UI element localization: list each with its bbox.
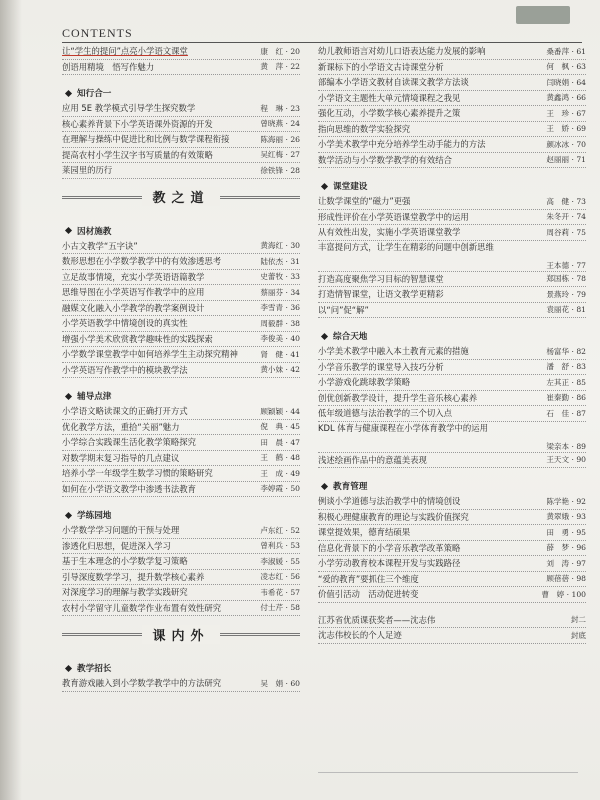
toc-entry-title: 农村小学留守儿童数学作业布置有效性研究 — [62, 602, 222, 613]
toc-entry-title: 积极心理健康教育的理论与实践价值探究 — [318, 511, 469, 522]
section-heading-label: 综合天地 — [333, 332, 368, 342]
toc-entry[interactable] — [62, 451, 300, 467]
toc-entry-title: “爱的教育”要抓住三个维度 — [318, 573, 419, 584]
magazine-tab-mark — [516, 6, 570, 24]
toc-entry-author-page: 倪 典 · 45 — [260, 422, 300, 432]
toc-entry-author-page: 桑番萍 · 61 — [546, 46, 586, 56]
toc-entry-title: 部编本小学语文教材自读课文教学方法谈 — [318, 77, 469, 88]
toc-entry-title: 浅述绘画作品中的意蕴美表现 — [318, 454, 427, 465]
toc-entry[interactable] — [318, 106, 586, 122]
toc-entry-title: 立足故事情境，充实小学英语语篇教学 — [62, 271, 205, 282]
toc-entry[interactable] — [318, 628, 586, 644]
left-column — [62, 44, 300, 692]
toc-entry[interactable] — [62, 316, 300, 332]
toc-entry-author-page: 封底 — [570, 630, 586, 640]
diamond-bullet-icon — [65, 89, 72, 96]
toc-entry-author-page: 曹 婷 · 100 — [541, 589, 586, 599]
toc-entry-title: 小古文教学“五字诀” — [62, 240, 138, 251]
section-gap — [62, 650, 300, 660]
toc-entry-author-page: 潘 舒 · 83 — [546, 362, 586, 372]
section-heading — [318, 178, 586, 194]
toc-entry-author-page: 顾蓓蓓 · 98 — [546, 574, 586, 584]
toc-entry[interactable] — [62, 301, 300, 317]
toc-entry-title: 基于生本理念的小学数学复习策略 — [62, 556, 188, 567]
toc-entry-title: 沈志伟校长的个人足迹 — [318, 630, 402, 641]
toc-entry[interactable] — [318, 572, 586, 588]
toc-entry-author-page: 曾晓燕 · 24 — [260, 119, 300, 129]
toc-entry-author-page: 田 勇 · 95 — [546, 527, 586, 537]
toc-entry[interactable] — [318, 360, 586, 376]
toc-entry-title: 信息化背景下的小学音乐教学改革策略 — [318, 542, 461, 553]
toc-entry[interactable] — [62, 601, 300, 617]
toc-entry[interactable] — [62, 44, 300, 60]
toc-entry-title: 小学音乐教学的课堂导入技巧分析 — [318, 361, 444, 372]
toc-entry[interactable] — [318, 210, 586, 226]
toc-entry-title: 低年级道德与法治教学的三个切入点 — [318, 408, 452, 419]
toc-entry-author-page: 蔡丽芬 · 34 — [260, 287, 300, 297]
section-heading — [62, 388, 300, 404]
toc-entry-author-page: 曾利兵 · 53 — [260, 541, 300, 551]
toc-entry-author-page: 黄翠娥 · 93 — [546, 512, 586, 522]
toc-entry-title: 以“问”促“解” — [318, 304, 369, 315]
toc-entry[interactable] — [62, 523, 300, 539]
toc-entry-author-page: 徐铁锋 · 28 — [260, 165, 300, 175]
toc-entry[interactable] — [318, 287, 586, 303]
toc-entry-author-page: 左其正 · 85 — [546, 377, 586, 387]
toc-entry[interactable] — [62, 676, 300, 692]
toc-entry-title: 新课标下的小学语文古诗课堂分析 — [318, 61, 444, 72]
toc-entry[interactable] — [62, 60, 300, 76]
column-banner-label: 教之道 — [142, 187, 219, 206]
toc-entry-author-page: 何 枫 · 63 — [546, 62, 586, 72]
toc-entry[interactable] — [318, 391, 586, 407]
toc-entry[interactable] — [318, 44, 586, 60]
toc-entry[interactable] — [318, 153, 586, 169]
section-gap — [62, 213, 300, 223]
toc-entry-title: 引导深度数学学习，提升数学核心素养 — [62, 571, 205, 582]
toc-entry-title: 教育游戏融入到小学数学教学中的方法研究 — [62, 678, 222, 689]
header-rule — [62, 42, 582, 43]
page-footer-strip — [318, 772, 578, 786]
toc-entry[interactable] — [62, 239, 300, 255]
toc-entry[interactable] — [62, 285, 300, 301]
toc-entry-title: 培养小学一年级学生数学习惯的策略研究 — [62, 468, 213, 479]
toc-entry-author-page: 卢东红 · 52 — [260, 525, 300, 535]
toc-entry[interactable] — [318, 613, 586, 629]
section-heading-label: 辅导点津 — [77, 392, 112, 402]
section-heading-label: 教学招长 — [77, 664, 112, 674]
section-heading — [62, 507, 300, 523]
section-heading-label: 因材施教 — [77, 226, 112, 237]
toc-entry-title: 让“学生的提问”点亮小学语文课堂 — [62, 46, 188, 57]
toc-entry[interactable] — [318, 587, 586, 603]
toc-entry-title: 小学美术教学中充分培养学生动手能力的方法 — [318, 139, 486, 150]
toc-entry-author-page: 郑国栋 · 78 — [546, 274, 586, 284]
toc-entry-title: 指向思维的数学实验探究 — [318, 123, 411, 134]
toc-entry-title: 江苏省优质课获奖者——沈志伟 — [318, 614, 436, 625]
toc-entry[interactable] — [62, 132, 300, 148]
toc-entry-title: 让数学课堂的“磁力”更强 — [318, 196, 411, 207]
toc-entry-author-page: 封二 — [570, 615, 586, 625]
toc-entry[interactable] — [62, 363, 300, 379]
toc-entry-title: 核心素养背景下小学英语课外资源的开发 — [62, 118, 213, 129]
toc-entry[interactable] — [62, 347, 300, 363]
toc-entry-title: 融媒文化融入小学教学的教学案例设计 — [62, 302, 205, 313]
toc-entry[interactable] — [318, 60, 586, 76]
toc-entry-title: 小学语文略读课文的正确打开方式 — [62, 406, 188, 417]
section-gap — [318, 468, 586, 478]
toc-entry-author-page: 梁亲本 · 89 — [546, 441, 586, 451]
toc-entry-title: 对数学期末复习指导的几点建议 — [62, 452, 180, 463]
toc-entry-title: 创优创新教学设计，提升学生音乐核心素养 — [318, 392, 478, 403]
toc-entry-title: 打造高度聚焦学习目标的智慧课堂 — [318, 273, 444, 284]
toc-entry-author-page: 黄小妹 · 42 — [260, 365, 300, 375]
toc-entry-author-page: 王 成 · 49 — [260, 468, 300, 478]
toc-entry[interactable] — [62, 254, 300, 270]
toc-entry-author-page: 景燕玲 · 79 — [546, 289, 586, 299]
toc-entry[interactable] — [318, 272, 586, 288]
section-gap — [62, 75, 300, 85]
toc-entry[interactable] — [318, 375, 586, 391]
toc-entry[interactable] — [62, 554, 300, 570]
toc-entry-title: 小学游戏化跳球教学策略 — [318, 377, 411, 388]
section-gap — [62, 497, 300, 507]
toc-entry-author-page: 凌志红 · 56 — [260, 572, 300, 582]
toc-entry[interactable] — [62, 466, 300, 482]
toc-entry[interactable] — [62, 585, 300, 601]
toc-entry-author-page: 王 鹤 · 48 — [260, 453, 300, 463]
toc-entry-author-page: 李淑媛 · 55 — [260, 556, 300, 566]
toc-entry-author-page: 周毅群 · 38 — [260, 318, 300, 328]
section-heading-label: 教育管理 — [333, 482, 368, 492]
toc-entry-author-page: 黄 萍 · 22 — [260, 62, 300, 72]
toc-entry-title: 小学数学学习问题的干预与处理 — [62, 525, 180, 536]
toc-entry-author-page: 薛 梦 · 96 — [546, 543, 586, 553]
diamond-bullet-icon — [321, 182, 328, 189]
toc-entry[interactable] — [318, 525, 586, 541]
toc-entry-author-page: 李俊美 · 40 — [260, 334, 300, 344]
toc-entry-title: KDL 体育与健康课程在小学体育教学中的运用 — [318, 422, 489, 433]
toc-entry-author-page: 周谷莉 · 75 — [546, 227, 586, 237]
toc-entry-title: 幼儿教师语言对幼儿口语表达能力发展的影响 — [318, 46, 486, 57]
toc-entry[interactable] — [62, 420, 300, 436]
toc-entry-author-page: 王 娇 · 69 — [546, 124, 586, 134]
toc-entry[interactable] — [318, 422, 586, 453]
toc-entry[interactable] — [318, 344, 586, 360]
toc-entry-title: 从有效性出发，实施小学英语课堂教学 — [318, 227, 461, 238]
toc-entry-title: 数学活动与小学数学教学的有效结合 — [318, 154, 452, 165]
toc-entry-title: 优化教学方法，重拾“关丽”魅力 — [62, 421, 180, 432]
toc-entry[interactable] — [318, 137, 586, 153]
section-heading — [318, 328, 586, 344]
toc-entry-title: 价值引活动 活动促进转变 — [318, 589, 419, 600]
toc-entry-author-page: 付士芹 · 58 — [260, 603, 300, 613]
toc-entry[interactable] — [318, 494, 586, 510]
toc-entry-title: 思维导图在小学英语写作教学中的应用 — [62, 287, 205, 298]
section-gap — [62, 378, 300, 388]
right-column — [318, 44, 586, 644]
section-heading-label: 学练园地 — [77, 511, 112, 521]
toc-entry[interactable] — [62, 435, 300, 451]
toc-entry-author-page: 赵丽丽 · 71 — [546, 155, 586, 165]
toc-entry-author-page: 韦希花 · 57 — [260, 587, 300, 597]
toc-entry-title: 打造情智课堂，让语文教学更精彩 — [318, 289, 444, 300]
toc-entry-author-page: 吴红梅 · 27 — [260, 150, 300, 160]
toc-entry-author-page: 陈学艳 · 92 — [546, 496, 586, 506]
toc-entry[interactable] — [318, 510, 586, 526]
toc-entry-author-page: 吴 娟 · 60 — [260, 678, 300, 688]
toc-entry-author-page: 史蕾牧 · 33 — [260, 272, 300, 282]
toc-entry-title: 丰富提问方式，让学生在精彩的问题中创新思维 — [318, 241, 494, 252]
toc-entry-author-page: 程 琳 · 23 — [260, 103, 300, 113]
toc-entry[interactable] — [318, 194, 586, 210]
toc-entry-title: 渗透化归思想，促进深入学习 — [62, 540, 171, 551]
toc-entry-author-page: 杨富华 · 82 — [546, 346, 586, 356]
toc-entry-author-page: 李雪青 · 36 — [260, 303, 300, 313]
toc-entry[interactable] — [318, 406, 586, 422]
toc-entry[interactable] — [62, 148, 300, 164]
toc-entry[interactable] — [62, 163, 300, 179]
toc-entry-author-page: 闫晓娟 · 64 — [546, 77, 586, 87]
toc-entry-author-page: 李婷霞 · 50 — [260, 484, 300, 494]
toc-entry[interactable] — [62, 332, 300, 348]
toc-entry-author-page: 康 红 · 20 — [260, 46, 300, 56]
toc-entry[interactable] — [318, 453, 586, 469]
section-heading-label: 课堂建设 — [333, 182, 368, 192]
toc-entry-author-page: 黄海红 · 30 — [260, 241, 300, 251]
toc-entry-title: 小学劳动教育校本课程开发与实践路径 — [318, 558, 461, 569]
diamond-bullet-icon — [321, 332, 328, 339]
toc-entry-author-page: 肾 健 · 41 — [260, 349, 300, 359]
toc-entry-title: 小学综合实践课生活化教学策略探究 — [62, 437, 196, 448]
toc-entry-author-page: 王天文 · 90 — [546, 455, 586, 465]
toc-entry[interactable] — [318, 303, 586, 319]
section-heading — [62, 660, 300, 676]
toc-entry-author-page: 颜冰冰 · 70 — [546, 139, 586, 149]
toc-entry[interactable] — [318, 225, 586, 241]
diamond-bullet-icon — [65, 392, 72, 399]
toc-entry[interactable] — [318, 122, 586, 138]
toc-entry-title: 小学美术教学中融入本土教育元素的措施 — [318, 346, 469, 357]
toc-entry[interactable] — [318, 91, 586, 107]
toc-entry[interactable] — [62, 101, 300, 117]
section-gap — [318, 603, 586, 613]
toc-entry-title: 小学语文主题性大单元情境课程之我见 — [318, 92, 461, 103]
section-heading-label: 知行合一 — [77, 89, 112, 99]
toc-entry-title: 强化互动，小学数学核心素养提升之策 — [318, 108, 461, 119]
toc-entry-title: 小学数学课堂教学中如何培养学生主动探究精神 — [62, 349, 238, 360]
toc-entry-title: 课堂提效果，德育结硕果 — [318, 527, 411, 538]
diamond-bullet-icon — [65, 664, 72, 671]
toc-entry-title: 如何在小学语文教学中渗透书法教育 — [62, 483, 196, 494]
section-gap — [318, 168, 586, 178]
toc-entry-author-page: 高 健 · 73 — [546, 196, 586, 206]
column-banner-label: 课内外 — [142, 625, 219, 644]
toc-entry-title: 创语用精境 悟写作魅力 — [62, 61, 155, 72]
toc-entry-author-page: 朱冬开 · 74 — [546, 212, 586, 222]
page-title: CONTENTS — [62, 26, 133, 40]
toc-entry-title: 数形思想在小学数学教学中的有效渗透思考 — [62, 256, 222, 267]
toc-entry-author-page: 陆依杰 · 31 — [260, 256, 300, 266]
toc-entry[interactable] — [62, 570, 300, 586]
diamond-bullet-icon — [321, 482, 328, 489]
toc-entry-author-page: 田 晨 · 47 — [260, 437, 300, 447]
section-heading — [62, 85, 300, 101]
toc-entry-title: 小学英语教学中情境创设的真实性 — [62, 318, 188, 329]
page-binding-shadow — [0, 0, 22, 800]
toc-entry-title: 小学英语写作教学中的模块教学法 — [62, 364, 188, 375]
toc-entry-title: 在理解与操练中促进比和比例与数学课程衔接 — [62, 134, 230, 145]
toc-entry-title: 形成性评价在小学英语课堂教学中的运用 — [318, 211, 469, 222]
toc-entry-title: 莱园里的历行 — [62, 165, 113, 176]
column-banner — [62, 185, 300, 209]
toc-entry-author-page: 顾颖颖 · 44 — [260, 406, 300, 416]
toc-entry-title: 增强小学美术欣赏教学趣味性的实践探索 — [62, 333, 213, 344]
toc-entry-title: 例谈小学道德与法治教学中的情境创设 — [318, 496, 461, 507]
toc-entry-author-page: 崔秦勤 · 86 — [546, 393, 586, 403]
toc-entry-author-page: 袁丽花 · 81 — [546, 305, 586, 315]
toc-entry-title: 对深度学习的理解与教学实践研究 — [62, 587, 188, 598]
toc-entry-title: 提高农村小学生汉字书写质量的有效策略 — [62, 149, 213, 160]
section-gap — [318, 318, 586, 328]
toc-entry-author-page: 石 佳 · 87 — [546, 408, 586, 418]
toc-entry-author-page: 王 珍 · 67 — [546, 108, 586, 118]
toc-entry-author-page: 刘 涛 · 97 — [546, 558, 586, 568]
toc-entry[interactable] — [62, 482, 300, 498]
toc-entry-author-page: 王本德 · 77 — [546, 260, 586, 270]
toc-entry[interactable] — [62, 117, 300, 133]
toc-entry[interactable] — [318, 241, 586, 272]
section-heading — [62, 223, 300, 239]
toc-entry-author-page: 黄鑫鸿 · 66 — [546, 93, 586, 103]
toc-entry[interactable] — [62, 539, 300, 555]
toc-entry[interactable] — [318, 556, 586, 572]
toc-entry[interactable] — [62, 404, 300, 420]
diamond-bullet-icon — [65, 511, 72, 518]
toc-entry[interactable] — [318, 75, 586, 91]
toc-entry-title: 应用 5E 教学模式引导学生探究数学 — [62, 103, 196, 114]
toc-entry-author-page: 陈海丽 · 26 — [260, 134, 300, 144]
toc-entry[interactable] — [62, 270, 300, 286]
section-heading — [318, 478, 586, 494]
diamond-bullet-icon — [65, 227, 72, 234]
toc-entry[interactable] — [318, 541, 586, 557]
column-banner — [62, 622, 300, 646]
